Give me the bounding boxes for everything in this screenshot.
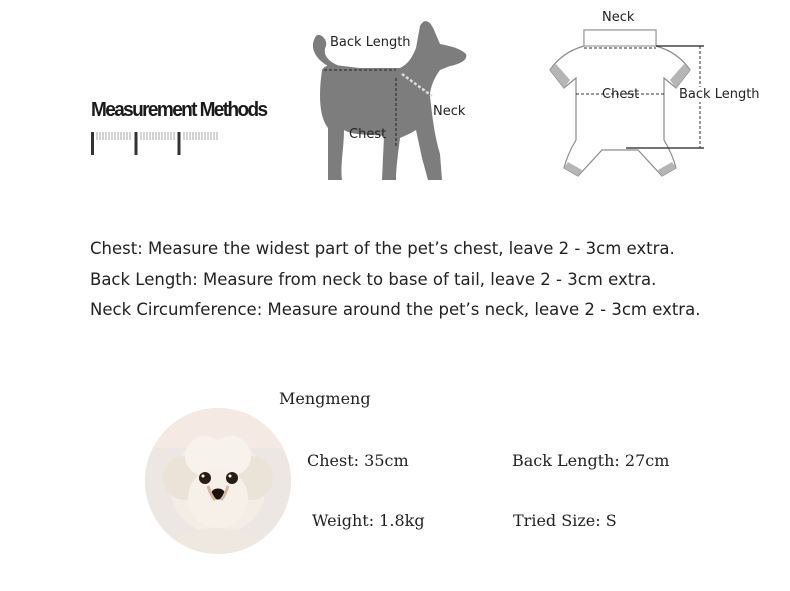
instruction-back-length: Back Length: Measure from neck to base of tail, leave 2 - 3cm extra.: [90, 270, 657, 289]
clothing-chest-label: Chest: [602, 87, 640, 102]
dog-chest-label: Chest: [349, 127, 387, 142]
dog-photo-avatar: [145, 408, 291, 554]
model-back-length: Back Length: 27cm: [512, 451, 670, 470]
ruler-icon: [91, 131, 221, 157]
pet-clothing-icon: [550, 30, 690, 176]
model-tried-size: Tried Size: S: [513, 511, 617, 530]
clothing-back-length-label: Back Length: [679, 87, 760, 102]
model-weight: Weight: 1.8kg: [312, 511, 425, 530]
poodle-photo-icon: [145, 408, 291, 554]
instruction-chest: Chest: Measure the widest part of the pet’s chest, leave 2 - 3cm extra.: [90, 239, 675, 258]
dog-back-length-label: Back Length: [330, 35, 411, 50]
model-name: Mengmeng: [279, 389, 371, 408]
model-chest: Chest: 35cm: [307, 451, 409, 470]
dog-neck-label: Neck: [433, 104, 466, 119]
measurement-methods-title: Measurement Methods: [91, 99, 267, 122]
instruction-neck: Neck Circumference: Measure around the pet’s neck, leave 2 - 3cm extra.: [90, 300, 701, 319]
clothing-neck-label: Neck: [602, 10, 635, 25]
